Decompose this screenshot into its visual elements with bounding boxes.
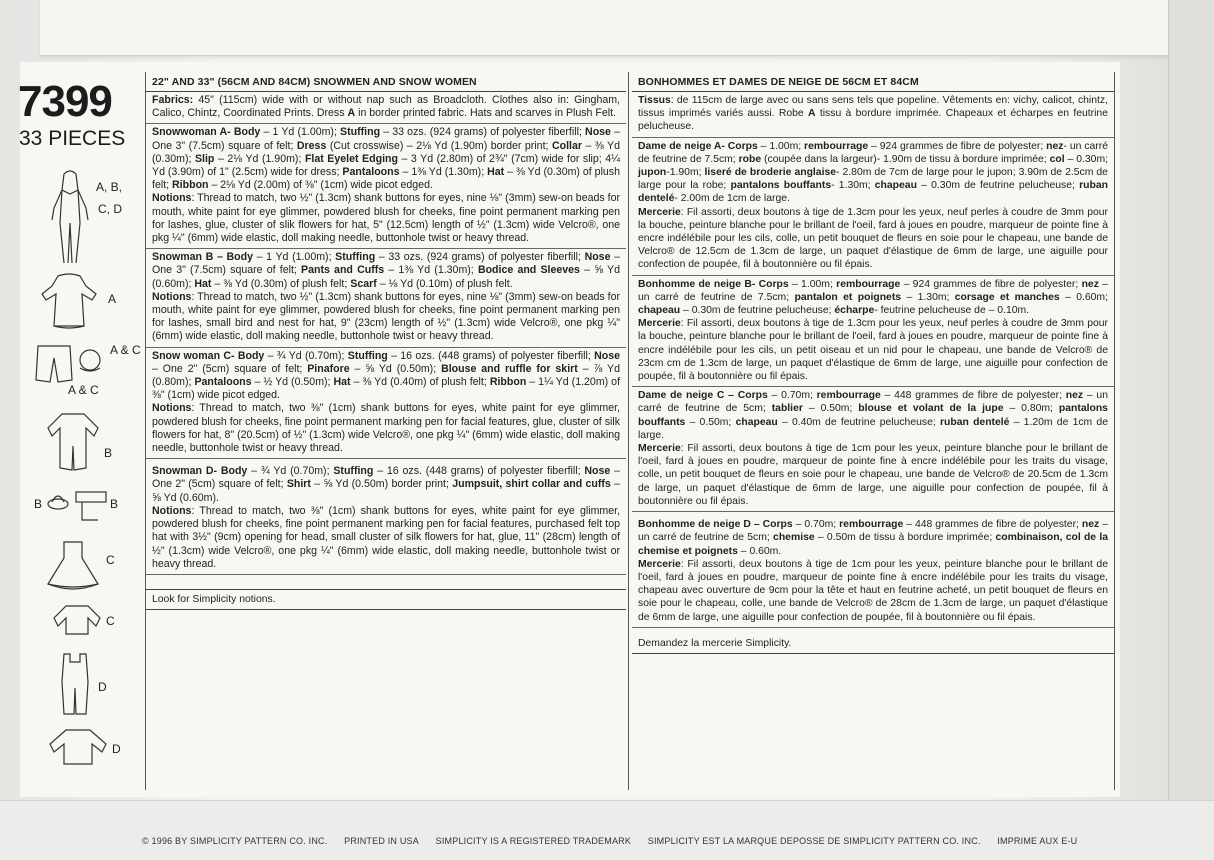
text: – 0.30m; [1064, 153, 1108, 165]
shirt-sketch [48, 728, 108, 766]
heading: Dame de neige A- Corps [638, 140, 758, 152]
column-rule-right [1114, 72, 1115, 790]
text: – 0.70m; [767, 390, 817, 402]
term: Nose [594, 349, 621, 362]
sketch-label-b2: B [34, 497, 43, 511]
sketch-label-ac: A & C [110, 343, 141, 357]
term: ruban dentelé [638, 180, 1108, 205]
term: Nose [584, 251, 611, 264]
term: écharpe [834, 305, 875, 317]
fabrics-label: Fabrics: [152, 94, 194, 106]
term: Shirt [286, 478, 311, 491]
term: nez [1081, 278, 1099, 290]
tissus-view-a: A [808, 108, 816, 120]
term: Stuffing [333, 465, 374, 478]
text: – One 2" (5cm) square of felt; [152, 465, 620, 491]
term: Slip [194, 152, 215, 165]
pattern-number: 7399 [18, 77, 112, 126]
term: blouse et volant de la jupe [858, 403, 1004, 415]
text: – 1 Yd (1.00m); [260, 126, 341, 139]
text: – ⅞ Yd (0.80m); [152, 362, 620, 389]
term: pantalons bouffants [730, 180, 832, 192]
text: – 33 ozs. (924 grams) of polyester fiberfill; [380, 126, 586, 139]
sketch-label-b3: B [110, 497, 119, 511]
pantaloons-sketch [34, 342, 74, 386]
snowman-d-section [146, 459, 626, 575]
sketch-label-d2: D [112, 742, 121, 756]
term: Pantaloons [342, 166, 400, 179]
term: Collar [551, 139, 582, 152]
sketch-label-ac2: A & C [68, 383, 99, 397]
heading: Snowman B – Body [152, 251, 253, 264]
term: Hat [194, 277, 212, 290]
heading: Bonhomme de neige D – Corps [638, 519, 793, 531]
term: Ribbon [489, 376, 527, 389]
heading: Snowwoman A- Body [152, 126, 261, 139]
snowwoman-c-section [146, 348, 626, 460]
text: – un carré de feutrine de 5cm; [638, 519, 1108, 544]
sketch-label-c2: C [106, 614, 115, 628]
term: Bodice and Sleeves [477, 264, 580, 277]
text: – ⅜ Yd (0.30m) of plush felt; [152, 166, 620, 192]
text: – 2⅛ Yd (1.90m); [214, 152, 305, 165]
text: – 924 grammes de fibre de polyester; [868, 140, 1047, 152]
bonhomme-b-section [632, 276, 1114, 388]
term: pantalons bouffants [638, 403, 1108, 428]
term: jupon [638, 167, 667, 179]
envelope-right-flap [1168, 0, 1214, 859]
term: chapeau [874, 180, 917, 192]
text: – 0.40m de feutrine pelucheuse; [777, 416, 940, 428]
term: tablier [771, 403, 803, 415]
text: - 2.80m de 7cm de large pour le jupon; 3.90m de 2.5cm de large pour la robe; [638, 167, 1108, 192]
heading: Snowman D- Body [152, 465, 248, 478]
notions-label: Notions [152, 290, 192, 303]
sketch-label-abcd: A, B, [96, 180, 123, 194]
text: – ⅜ Yd (0.30m) of plush felt; [211, 277, 351, 290]
term: Scarf [350, 277, 377, 290]
term: robe [738, 153, 762, 165]
term: Flat Eyelet Edging [304, 152, 398, 165]
heading: Dame de neige C – Corps [638, 390, 768, 402]
text: (coupée dans la largeur)- 1.90m de tissu à bordure imprimée; [761, 153, 1050, 165]
term: chapeau [735, 416, 778, 428]
term: rembourrage [804, 140, 869, 152]
hat-sketch [46, 490, 70, 512]
french-title: BONHOMMES ET DAMES DE NEIGE DE 56CM ET 84CM [632, 72, 1114, 92]
text: – 924 grammes de fibre de polyester; [900, 278, 1082, 290]
copyright-text: © 1996 BY SIMPLICITY PATTERN CO. INC. [142, 836, 328, 846]
text: – 0.60m; [1059, 291, 1108, 303]
text: – 1.30m; [901, 291, 955, 303]
text: – ⅝ Yd (0.60m). [152, 478, 620, 504]
text: – 0.50m; [685, 416, 736, 428]
mercerie-text: : Fil assorti, deux boutons à tige de 1.3cm pour les yeux, neuf perles à coudre de 3mm pour la bouche, peinture blanche pour le brillant de l'oeil, fard à joues en poudre, marqueur de pointe fine à encre indélébile pour les cils, colle, un petit bouquet de fleurs en soie pour le chapeau, une bande de Velcro® de 12.5cm de 1.3cm de large, un paquet d'élastique de 6mm de large, une aiguille pour confection de poupée, fil à boutonnière ou fil épais. [638, 206, 1108, 271]
mercerie-label: Mercerie [638, 558, 681, 570]
term: nez [1081, 519, 1100, 531]
term: Pants and Cuffs [301, 264, 385, 277]
term: Nose [585, 126, 611, 139]
fabrics-text-2: in border printed fabric. Hats and scarves in Plush Felt. [355, 107, 616, 120]
mercerie-label: Mercerie [638, 318, 681, 330]
text: -1.90m; [666, 167, 705, 179]
term: Ribbon [172, 179, 209, 192]
english-title: 22" AND 33" (56CM AND 84CM) SNOWMEN AND SNOW WOMEN [146, 72, 626, 92]
french-column [632, 72, 1114, 790]
text: (Cut crosswise) – 2⅛ Yd (1.90m) border print; [326, 139, 552, 152]
sketch-label-d1: D [98, 680, 107, 694]
text: – 33 ozs. (924 grams) of polyester fiberfill; [375, 251, 585, 264]
text: – 16 ozs. (448 grams) of polyester fiberfill; [387, 349, 595, 362]
term: rembourrage [836, 278, 901, 290]
text: – 0.50m; [802, 403, 859, 415]
tissus-section [632, 92, 1114, 138]
text: – 448 grammes de fibre de polyester; [903, 519, 1082, 531]
term: Blouse and ruffle for skirt [441, 362, 578, 375]
text: – ⅝ Yd (0.50m); [349, 362, 442, 375]
notions-text: : Thread to match, two ⅜" (1cm) shank buttons for eyes, white paint for eye glimmer, powdered blush for cheeks, fine point permanent marking pen for facial features, purchased felt top hat with 3½" (9cm) opening for head, small cluster of silk flowers for hat, glue, 11" (28cm) length of ½" (1.3cm) wide Velcro®, one pkg ¼" (6mm) wide elastic, doll making needle, buttonhole twist or heavy thread. [152, 504, 620, 570]
envelope-bottom-flap [0, 800, 1214, 860]
text: – ⅝ Yd (0.50m) border print; [310, 478, 453, 491]
term: Stuffing [335, 251, 376, 264]
sketch-label-c1: C [106, 553, 115, 567]
text: - 2.00m de 1cm de large. [674, 193, 790, 205]
tissus-text-2: tissu à bordure imprimée. Chapeaux et écharpes en feutrine pelucheuse. [638, 108, 1108, 133]
heading: Bonhomme de neige B- Corps [638, 278, 789, 290]
text: – 448 grammes de fibre de polyester; [880, 390, 1066, 402]
term: Pinafore [307, 362, 350, 375]
dame-a-section [632, 138, 1114, 276]
text: – ⅜ Yd (0.40m) of plush felt; [350, 376, 490, 389]
term: rembourrage [839, 519, 904, 531]
term: Nose [584, 465, 611, 478]
column-rule-middle [628, 72, 629, 790]
blouse-sketch [52, 604, 102, 636]
text: – 1.00m; [757, 140, 805, 152]
text: – ⅜ Yd (0.30m); [152, 139, 620, 165]
text: – un carré de feutrine de 5cm; [638, 390, 1108, 415]
text: – 1⅜ Yd (1.30m); [399, 166, 488, 179]
english-column [146, 72, 626, 790]
jumpsuit-sketch [56, 652, 94, 718]
term: Jumpsuit, shirt collar and cuffs [452, 478, 611, 491]
text: – 0.50m de tissu à bordure imprimée; [814, 532, 996, 544]
text: - un carré de feutrine de 7.5cm; [638, 140, 1108, 165]
text: – ⅛ Yd (0.10m) of plush felt. [376, 277, 513, 290]
notions-label: Notions [152, 402, 192, 415]
term: rembourrage [816, 390, 881, 402]
text: – 3 Yd (2.80m) of 2¾" (7cm) wide for slip; 4¼ Yd (3.90m) of 1" (2.5cm) wide for dress; [152, 152, 620, 179]
text: – 0.30m de feutrine pelucheuse; [680, 305, 835, 317]
text: – 0.70m; [792, 519, 840, 531]
text: – 1.20m de 1cm de large. [638, 416, 1108, 441]
term: Hat [333, 376, 351, 389]
text: – ⅝ Yd (0.60m); [152, 264, 620, 290]
envelope-top-flap [40, 0, 1170, 56]
term: pantalon et poignets [794, 291, 902, 303]
trademark-en: SIMPLICITY IS A REGISTERED TRADEMARK [435, 836, 632, 846]
term: Pantaloons [194, 376, 252, 389]
mercerie-text: : Fil assorti, deux boutons à tige de 1cm pour les yeux, peinture blanche pour le brillant de l'oeil, fard à joues en poudre, marqueur de pointe fine à encre indélébile pour les traits du visage, chapeau avec ouverture de 9cm pour la tête et haut en feutrine acheté, un petit bouquet de fleurs en soie pour le chapeau, colle, une bande de Velcro® de 28cm de 1.3cm de large, un paquet d'élastique de 6mm de large, une aiguille pour confection de poupée, fil à boutonnière ou fil épais. [638, 558, 1108, 623]
notions-text: : Thread to match, two ½" (1.3cm) shank buttons for eyes, nine ⅛" (3mm) sew-on beads for mouth, white paint for eye glimmer, powdered blush for cheeks, fine point permanent marking pen for lashes, small bird and nest for hat, 9" (23cm) length of ½" (1.3cm) wide Velcro®, one pkg ¼" (6mm) wide elastic, doll making needle, buttonhole twist or heavy thread. [152, 290, 620, 343]
text: – 1.00m; [788, 278, 837, 290]
copyright-line [142, 836, 1091, 846]
text: – un carré de feutrine de 7.5cm; [638, 278, 1108, 303]
text: – 16 ozs. (448 grams) of polyester fiberfill; [373, 465, 585, 478]
notions-text: : Thread to match, two ½" (1.3cm) shank buttons for eyes, nine ⅛" (3mm) sew-on beads for mouth, white paint for eye glimmer, powdered blush for cheeks, fine point permanent marking pen for lashes, glue, cluster of slik flowers for hat, 5" (12.5cm) length of ½" (1.3cm) wide Velcro®, one pkg ¼" (6mm) wide elastic, doll making needle, buttonhole twist or heavy thread. [152, 192, 620, 245]
printed-in: PRINTED IN USA [344, 836, 419, 846]
notions-label: Notions [152, 504, 192, 517]
text: – ¾ Yd (0.70m); [247, 465, 334, 478]
text: – 1¼ Yd (1.20m) of ⅜" (1cm) wide picot edged. [152, 376, 621, 402]
snowwoman-a-section [146, 124, 626, 249]
mercerie-text: : Fil assorti, deux boutons à tige de 1cm pour les yeux, peinture blanche pour le brillant de l'oeil, fard à joues en poudre, marqueur de pointe fine à encre indélébile pour les traits du visage, colle, un petit bouquet de fleurs en soie pour le chapeau, une bande de Velcro® de 20.5cm de 1.3cm de large, un paquet d'élastique de 6mm de large, une aiguille pour confection de poupée, fil à boutonnière ou fil épais. [638, 443, 1108, 507]
fabrics-text: 45" (115cm) wide with or without nap such as Broadcloth. Clothes also in: Gingham, Calico, Chintz, Coordinated Prints. Dress [152, 94, 620, 120]
heading: Snow woman C- Body [152, 349, 265, 362]
text: – 1 Yd (1.00m); [252, 251, 336, 264]
english-notions-footer: Look for Simplicity notions. [146, 589, 626, 610]
fabrics-view-a: A [347, 107, 356, 120]
fabrics-section [146, 92, 626, 124]
text: – 0.60m. [737, 545, 782, 557]
bonnet-sketch [76, 346, 104, 376]
text: - feutrine pelucheuse de – 0.10m. [874, 305, 1030, 317]
notions-label: Notions [152, 192, 192, 205]
piece-count: 33 PIECES [19, 127, 126, 150]
mercerie-label: Mercerie [638, 443, 681, 455]
pinafore-sketch [42, 540, 104, 592]
mercerie-text: : Fil assorti, deux boutons à tige de 1.3cm pour les yeux, neuf perles à coudre de 3mm pour la bouche, peinture blanche pour le brillant de l'oeil, fard à joues en poudre, marqueur de pointe fine à encre indélébile pour les cils, un petit oiseau et un nid pour le chapeau, une bande de Velcro® de 23cm cm de 1.3cm de large, un paquet d'élastique de 6mm de large, une aiguille pour confection de poupée, fil à boutonnière ou fil épais. [638, 318, 1108, 383]
term: Stuffing [340, 126, 381, 139]
term: Hat [487, 166, 505, 179]
text: – ½ Yd (0.50m); [251, 376, 334, 389]
sketch-label-a: A [108, 292, 117, 306]
scarf-sketch [72, 488, 110, 524]
imprime: IMPRIME AUX E-U [997, 836, 1078, 846]
sketch-label-cd: C, D [98, 202, 122, 216]
notions-text: : Thread to match, two ⅜" (1cm) shank buttons for eyes, white paint for eye glimmer, powdered blush for cheeks, fine point permanent marking pen for facial features, glue, cluster of silk flowers for hat, 8" (20.5cm) of ½" (1.3cm) wide Velcro®, one pkg ¼" (6mm) wide elastic, doll making needle, buttonhole twist or heavy thread. [152, 402, 620, 455]
term: nez [1065, 390, 1084, 402]
text: – 0.80m; [1003, 403, 1059, 415]
term: Dress [296, 139, 327, 152]
term: combinaison, col de la chemise et poignets [638, 532, 1109, 557]
term: col [1049, 153, 1065, 165]
text: – 1⅜ Yd (1.30m); [384, 264, 478, 277]
term: chemise [773, 532, 815, 544]
term: liseré de broderie anglaise [704, 167, 837, 179]
dress-sketch [36, 272, 102, 332]
hooded-suit-sketch [48, 168, 94, 268]
french-notions-footer: Demandez la mercerie Simplicity. [632, 634, 1114, 654]
term: chapeau [638, 305, 681, 317]
text: – One 3" (7.5cm) square of felt; [152, 126, 620, 152]
sketch-label-b1: B [104, 446, 113, 460]
trademark-fr: SIMPLICITY EST LA MARQUE DEPOSSE DE SIMPLICITY PATTERN CO. INC. [647, 836, 981, 846]
text: – 0.30m de feutrine pelucheuse; [916, 180, 1080, 192]
term: corsage et manches [954, 291, 1060, 303]
term: Stuffing [347, 349, 388, 362]
text: – 2⅛ Yd (2.00m) of ⅜" (1cm) wide picot edged. [208, 179, 433, 192]
text: – One 2" (5cm) square of felt; [152, 362, 308, 375]
term: ruban dentelé [939, 416, 1010, 428]
bonhomme-d-section [632, 512, 1114, 628]
snowman-b-section [146, 249, 626, 347]
term: nez [1046, 140, 1064, 152]
text: – One 3" (7.5cm) square of felt; [152, 251, 620, 277]
dame-c-section [632, 387, 1114, 512]
tissus-text: : de 115cm de large avec ou sans sens tels que popeline. Vêtements en: vichy, calicot, chintz, tissus imprimés variés aussi. Robe [638, 95, 1108, 120]
romper-sketch [44, 410, 102, 474]
text: – ¾ Yd (0.70m); [264, 349, 348, 362]
text: - 1.30m; [831, 180, 875, 192]
mercerie-label: Mercerie [638, 206, 681, 218]
tissus-label: Tissus [638, 95, 671, 106]
